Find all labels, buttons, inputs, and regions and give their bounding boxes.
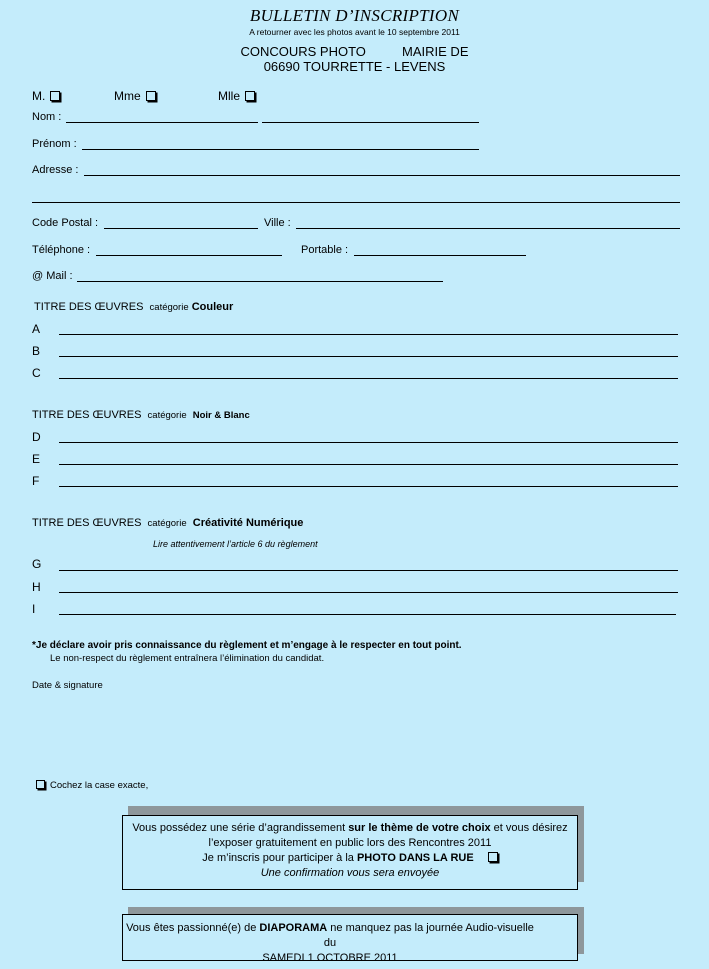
category-label: catégorie [147, 410, 187, 421]
nom-line-2[interactable] [262, 122, 479, 123]
photo-dans-la-rue-box [122, 815, 578, 890]
category-name: Noir & Blanc [192, 410, 250, 421]
row-letter: D [32, 430, 41, 444]
checkbox-icon [36, 780, 45, 789]
box2-text-a: Vous êtes passionné(e) de [126, 922, 260, 934]
checkbox-icon[interactable] [146, 91, 156, 101]
title-line-c[interactable] [59, 378, 678, 379]
row-letter: I [32, 602, 36, 616]
box1-line2: l’exposer gratuitement en public lors des Rencontres 2011 [208, 836, 492, 849]
title-line-a[interactable] [59, 334, 678, 335]
box2-line1 [123, 921, 537, 951]
category-name: Couleur [191, 301, 234, 313]
check-instruction-text: Cochez la case exacte, [50, 780, 149, 791]
declaration-text: *Je déclare avoir pris connaissance du règlement et m’engage à le respecter en tout point. [32, 640, 462, 651]
org-line-1: CONCOURS PHOTO MAIRIE DE [240, 44, 469, 59]
box1-line3 [123, 851, 577, 866]
checkbox-icon[interactable] [488, 852, 498, 862]
signature-label: Date & signature [32, 680, 103, 691]
ville-line[interactable] [296, 228, 680, 229]
category-prefix: TITRE DES ŒUVRES [34, 301, 144, 313]
portable-label: Portable : [301, 244, 349, 256]
row-letter: E [32, 452, 41, 466]
adresse-line-1[interactable] [84, 175, 680, 176]
row-letter: C [32, 366, 41, 380]
row-letter: A [32, 322, 41, 336]
mail-label: @ Mail : [32, 270, 73, 282]
row-letter: B [32, 344, 41, 358]
civility-m[interactable] [32, 89, 60, 103]
category-creativite-heading [32, 517, 303, 529]
title-line-i[interactable] [59, 614, 676, 615]
org-line-2: 06690 TOURRETTE - LEVENS [263, 59, 446, 74]
box1-line1 [123, 821, 577, 836]
category-noir-blanc-heading [32, 409, 250, 421]
adresse-label: Adresse : [32, 164, 79, 176]
civility-m-label: M. [32, 89, 46, 103]
checkbox-icon[interactable] [50, 91, 60, 101]
box1-text-c: et vous désirez [490, 822, 568, 834]
title-line-b[interactable] [59, 356, 678, 357]
form-title: BULLETIN D’INSCRIPTION [249, 6, 460, 25]
category-prefix: TITRE DES ŒUVRES [32, 409, 142, 421]
check-instruction [36, 780, 148, 791]
checkbox-icon[interactable] [245, 91, 255, 101]
mail-line[interactable] [77, 281, 443, 282]
category-label: catégorie [149, 302, 189, 313]
ville-label: Ville : [264, 217, 291, 229]
telephone-line[interactable] [96, 255, 282, 256]
category-couleur-heading [34, 301, 233, 313]
title-line-f[interactable] [59, 486, 678, 487]
category-label: catégorie [147, 518, 187, 529]
row-letter: G [32, 557, 42, 571]
title-line-e[interactable] [59, 464, 678, 465]
prenom-label: Prénom : [32, 138, 77, 150]
code-postal-label: Code Postal : [32, 217, 99, 229]
row-letter: H [32, 580, 41, 594]
telephone-label: Téléphone : [32, 244, 91, 256]
civility-mlle-label: Mlle [218, 89, 241, 103]
box1-text-b: sur le thème de votre choix [348, 822, 491, 834]
nom-line-1[interactable] [66, 122, 258, 123]
portable-line[interactable] [354, 255, 526, 256]
title-line-h[interactable] [59, 592, 678, 593]
civility-mme[interactable] [114, 89, 156, 103]
box1-line3-a: Je m’inscris pour participer à la [202, 851, 357, 864]
box2-text-c: ne manquez pas la journée Audio-visuelle du [323, 922, 534, 949]
adresse-line-2[interactable] [32, 202, 680, 203]
box1-line4: Une confirmation vous sera envoyée [260, 866, 440, 879]
box2-line2: SAMEDI 1 OCTOBRE 2011 [262, 951, 398, 964]
title-line-d[interactable] [59, 442, 678, 443]
prenom-line[interactable] [82, 149, 479, 150]
form-subtitle: A retourner avec les photos avant le 10 septembre 2011 [249, 27, 460, 37]
civility-mlle[interactable] [218, 89, 255, 103]
civility-mme-label: Mme [114, 89, 141, 103]
title-line-g[interactable] [59, 570, 678, 571]
box1-line3-b: PHOTO DANS LA RUE [356, 851, 474, 864]
category-prefix: TITRE DES ŒUVRES [32, 517, 142, 529]
box2-text-b: DIAPORAMA [259, 922, 328, 934]
nom-label: Nom : [32, 111, 62, 123]
box1-text-a: Vous possédez une série d’agrandissement [132, 822, 349, 834]
rules-note: Lire attentivement l’article 6 du règlement [153, 539, 318, 549]
warning-text: Le non-respect du règlement entraînera l’élimination du candidat. [50, 653, 325, 664]
code-postal-line[interactable] [104, 228, 258, 229]
category-name: Créativité Numérique [192, 517, 304, 529]
diaporama-box [122, 914, 578, 964]
row-letter: F [32, 474, 40, 488]
